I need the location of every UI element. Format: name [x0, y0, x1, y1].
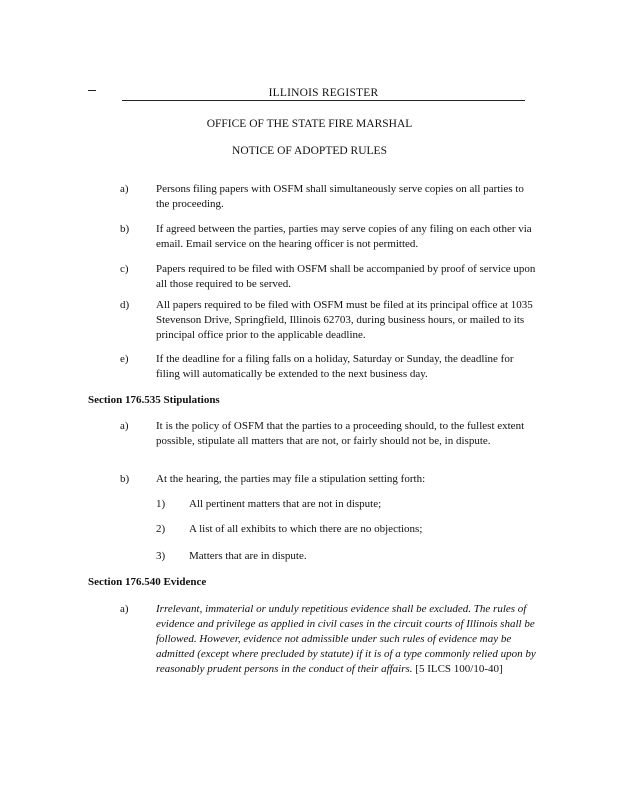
header-dash [88, 90, 96, 91]
item-text: Persons filing papers with OSFM shall simultaneously serve copies on all parties to the proceeding. [156, 183, 524, 210]
item-label: d) [120, 299, 130, 311]
item-text: A list of all exhibits to which there are no objections; [189, 523, 423, 535]
item-label: e) [120, 353, 129, 365]
item-label: c) [120, 263, 129, 275]
item-label: b) [120, 223, 130, 235]
section-heading-stipulations: Section 176.535 Stipulations [88, 394, 220, 406]
item-label: 2) [156, 523, 166, 535]
item-text [156, 602, 540, 677]
item-text: Papers required to be filed with OSFM shall be accompanied by proof of service upon all those required to be served. [156, 263, 536, 290]
item-text: All pertinent matters that are not in dispute; [189, 498, 382, 510]
item-text: It is the policy of OSFM that the parties to a proceeding should, to the fullest extent possible, stipulate all matters that are not, or fairly should not be, in dispute. [156, 420, 525, 447]
agency-heading: OFFICE OF THE STATE FIRE MARSHAL [206, 118, 413, 130]
header-rule [122, 100, 525, 101]
item-text: Matters that are in dispute. [189, 550, 307, 562]
item-label: 1) [156, 498, 166, 510]
statute-citation: [5 ILCS 100/10-40] [412, 663, 503, 675]
notice-heading: NOTICE OF ADOPTED RULES [232, 145, 387, 157]
item-label: a) [120, 420, 129, 432]
item-text: If agreed between the parties, parties may serve copies of any filing on each other via email. Email service on the hearing officer is not permitted. [156, 223, 532, 250]
register-title: ILLINOIS REGISTER [268, 87, 379, 99]
item-label: 3) [156, 550, 166, 562]
item-text: If the deadline for a filing falls on a holiday, Saturday or Sunday, the deadline for filing will automatically be extended to the next business day. [156, 353, 514, 380]
item-text: At the hearing, the parties may file a stipulation setting forth: [156, 473, 426, 485]
item-label: a) [120, 603, 129, 615]
section-heading-evidence: Section 176.540 Evidence [88, 576, 207, 588]
item-label: b) [120, 473, 130, 485]
evidence-rule-italic: Irrelevant, immaterial or unduly repetitious evidence shall be excluded. The rules of evidence and privilege as applied in civil cases in the circuit courts of Illinois shall be followed. However, evidence not admissible under such rules of evidence may be admitted (except where precluded by statute) if it is of a type commonly relied upon by reasonably prudent persons in the conduct of their affairs. [156, 603, 536, 675]
item-label: a) [120, 183, 129, 195]
item-text: All papers required to be filed with OSFM must be filed at its principal office at 1035 Stevenson Drive, Springfield, Illinois 62703, during business hours, or mailed to its principal office prior to the applicable deadline. [156, 299, 533, 341]
